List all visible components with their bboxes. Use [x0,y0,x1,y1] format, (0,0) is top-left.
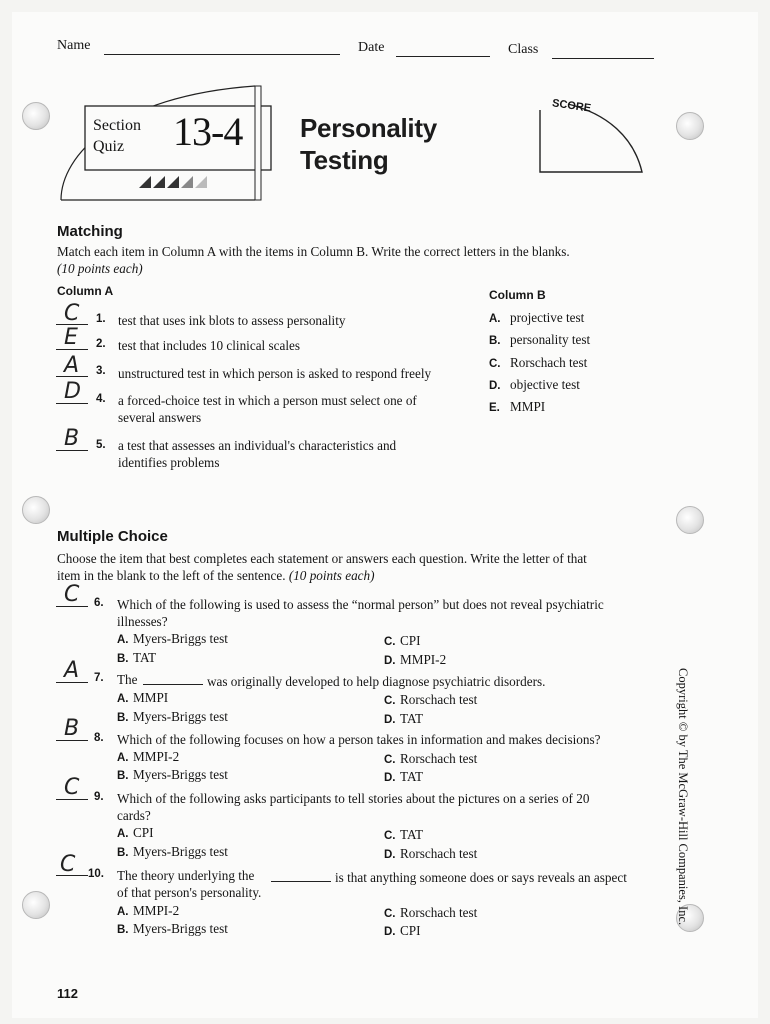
option-d[interactable]: D. CPI [384,923,421,938]
item-number: 3. [96,365,106,377]
class-field[interactable] [552,58,654,59]
handwritten-answer[interactable]: B [64,426,80,451]
column-b-item: C. Rorschach test [489,355,588,370]
item-text-cont: identifies problems [118,455,220,470]
option-d[interactable]: D. TAT [384,769,424,784]
question-number: 6. [94,597,104,609]
section-label: Section [93,117,141,134]
handwritten-answer[interactable]: A [64,658,80,683]
option-a[interactable]: A. MMPI-2 [117,903,180,918]
answer-blank[interactable] [56,349,88,350]
handwritten-answer[interactable]: C [64,301,80,326]
punch-hole [22,891,50,919]
handwritten-answer[interactable]: D [64,379,81,404]
matching-instructions: Match each item in Column A with the items in Column B. Write the correct letters in the blanks. [57,244,570,259]
option-c[interactable]: C. Rorschach test [384,692,478,707]
handwritten-answer[interactable]: C [64,775,80,800]
handwritten-answer[interactable]: C [60,852,76,877]
question-text: Which of the following focuses on how a person takes in information and makes decisions? [117,732,601,747]
answer-blank[interactable] [56,403,88,404]
question-text-cont: illnesses? [117,614,168,629]
option-b[interactable]: B. Myers-Briggs test [117,767,228,782]
option-a[interactable]: A. CPI [117,825,154,840]
question-number: 8. [94,732,104,744]
answer-blank[interactable] [56,682,88,683]
option-a[interactable]: A. MMPI-2 [117,749,180,764]
mc-instructions-cont: item in the blank to the left of the sentence. (10 points each) [57,568,375,583]
punch-hole [22,102,50,130]
handwritten-answer[interactable]: A [64,353,80,378]
item-number: 4. [96,393,106,405]
answer-blank[interactable] [56,450,88,451]
punch-hole [676,112,704,140]
item-text: test that includes 10 clinical scales [118,338,301,353]
class-label: Class [508,42,539,57]
answer-blank[interactable] [56,875,88,876]
item-text: a forced-choice test in which a person must select one of [118,393,417,408]
page-number: 112 [57,986,78,1001]
item-text-cont: several answers [118,410,202,425]
answer-blank[interactable] [56,376,88,377]
answer-blank[interactable] [56,740,88,741]
column-b-item: E. MMPI [489,399,546,414]
question-text-end: was originally developed to help diagnose psychiatric disorders. [207,674,546,689]
option-a[interactable]: A. MMPI [117,690,169,705]
option-b[interactable]: B. Myers-Briggs test [117,844,228,859]
column-b-label: Column B [489,288,546,302]
question-text: Which of the following is used to assess the “normal person” but does not reveal psychiatric [117,597,604,612]
handwritten-answer[interactable]: B [64,716,80,741]
name-field[interactable] [104,54,340,55]
page-title-line2: Testing [300,145,389,175]
fill-in-blank [271,881,331,882]
option-b[interactable]: B. Myers-Briggs test [117,709,228,724]
name-label: Name [57,38,91,53]
question-text: Which of the following asks participants to tell stories about the pictures on a series of 20 [117,791,590,806]
matching-points: (10 points each) [57,261,143,276]
question-text-start: The theory underlying the [117,868,255,883]
column-b-item: A. projective test [489,310,585,325]
item-text: test that uses ink blots to assess personality [118,313,346,328]
option-c[interactable]: C. Rorschach test [384,751,478,766]
question-number: 9. [94,791,104,803]
option-c[interactable]: C. CPI [384,633,421,648]
item-number: 2. [96,338,106,350]
multiple-choice-heading: Multiple Choice [57,528,168,545]
question-text-start: The [117,672,138,687]
handwritten-answer[interactable]: C [64,582,80,607]
page-title-line1: Personality [300,113,437,143]
option-d[interactable]: D. Rorschach test [384,846,478,861]
score-box [538,100,644,174]
option-b[interactable]: B. Myers-Briggs test [117,921,228,936]
handwritten-answer[interactable]: E [64,325,78,350]
punch-hole [22,496,50,524]
column-b-item: D. objective test [489,377,580,392]
score-label: SCORE [551,97,592,115]
date-field[interactable] [396,56,490,57]
option-c[interactable]: C. TAT [384,827,424,842]
fill-in-blank [143,684,203,685]
column-b-item: B. personality test [489,332,591,347]
item-text: unstructured test in which person is asked to respond freely [118,366,432,381]
question-text-cont: cards? [117,808,151,823]
punch-hole [676,506,704,534]
answer-blank[interactable] [56,799,88,800]
matching-heading: Matching [57,223,123,240]
item-number: 5. [96,439,106,451]
item-number: 1. [96,313,106,325]
question-text-end: is that anything someone does or says reveals an aspect [335,870,627,885]
question-number: 7. [94,672,104,684]
mc-instructions: Choose the item that best completes each statement or answers each question. Write the letter of that [57,551,587,566]
option-c[interactable]: C. Rorschach test [384,905,478,920]
question-number: 10. [88,868,104,880]
date-label: Date [358,40,385,55]
copyright-notice: Copyright © by The McGraw-Hill Companies, Inc. [676,668,690,926]
quiz-label: Quiz [93,138,125,155]
section-number: 13-4 [173,109,243,154]
option-a[interactable]: A. Myers-Briggs test [117,631,228,646]
question-text-cont: of that person's personality. [117,885,262,900]
option-d[interactable]: D. TAT [384,711,424,726]
option-d[interactable]: D. MMPI-2 [384,652,447,667]
answer-blank[interactable] [56,606,88,607]
option-b[interactable]: B. TAT [117,650,157,665]
item-text: a test that assesses an individual's characteristics and [118,438,397,453]
column-a-label: Column A [57,284,114,298]
